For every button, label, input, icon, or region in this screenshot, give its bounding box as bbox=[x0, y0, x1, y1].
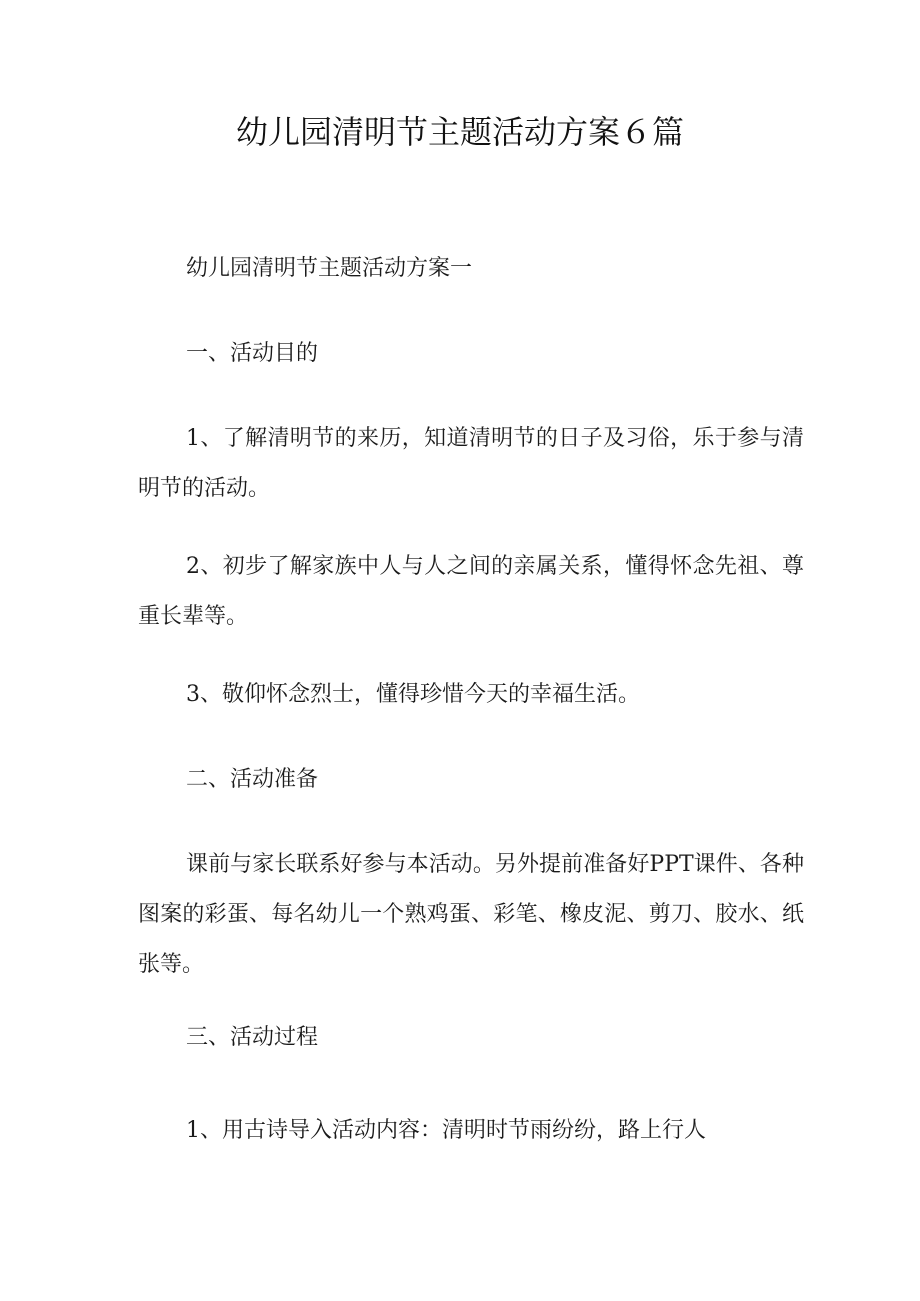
paragraph-section-purpose: 一、活动目的 bbox=[186, 341, 319, 366]
paragraph-preparation-text: 课前与家长联系好参与本活动。另外提前准备好PPT课件、各种图案的彩蛋、每名幼儿一个熟鸡蛋、彩笔、橡皮泥、剪刀、胶水、纸张等。 bbox=[138, 852, 804, 977]
paragraph-section-process: 三、活动过程 bbox=[186, 1025, 319, 1050]
paragraph-purpose-2: 2、初步了解家族中人与人之间的亲属关系，懂得怀念先祖、尊重长辈等。 bbox=[138, 554, 804, 629]
paragraph-purpose-3: 3、敬仰怀念烈士，懂得珍惜今天的幸福生活。 bbox=[186, 682, 640, 707]
paragraph-process-1: 1、用古诗导入活动内容：清明时节雨纷纷，路上行人 bbox=[186, 1118, 706, 1143]
paragraph-section-preparation: 二、活动准备 bbox=[186, 767, 319, 792]
document-title: 幼儿园清明节主题活动方案６篇 bbox=[235, 113, 684, 151]
paragraph-purpose-1: 1、了解清明节的来历，知道清明节的日子及习俗，乐于参与清明节的活动。 bbox=[138, 426, 804, 501]
paragraph-plan-heading: 幼儿园清明节主题活动方案一 bbox=[186, 256, 473, 281]
